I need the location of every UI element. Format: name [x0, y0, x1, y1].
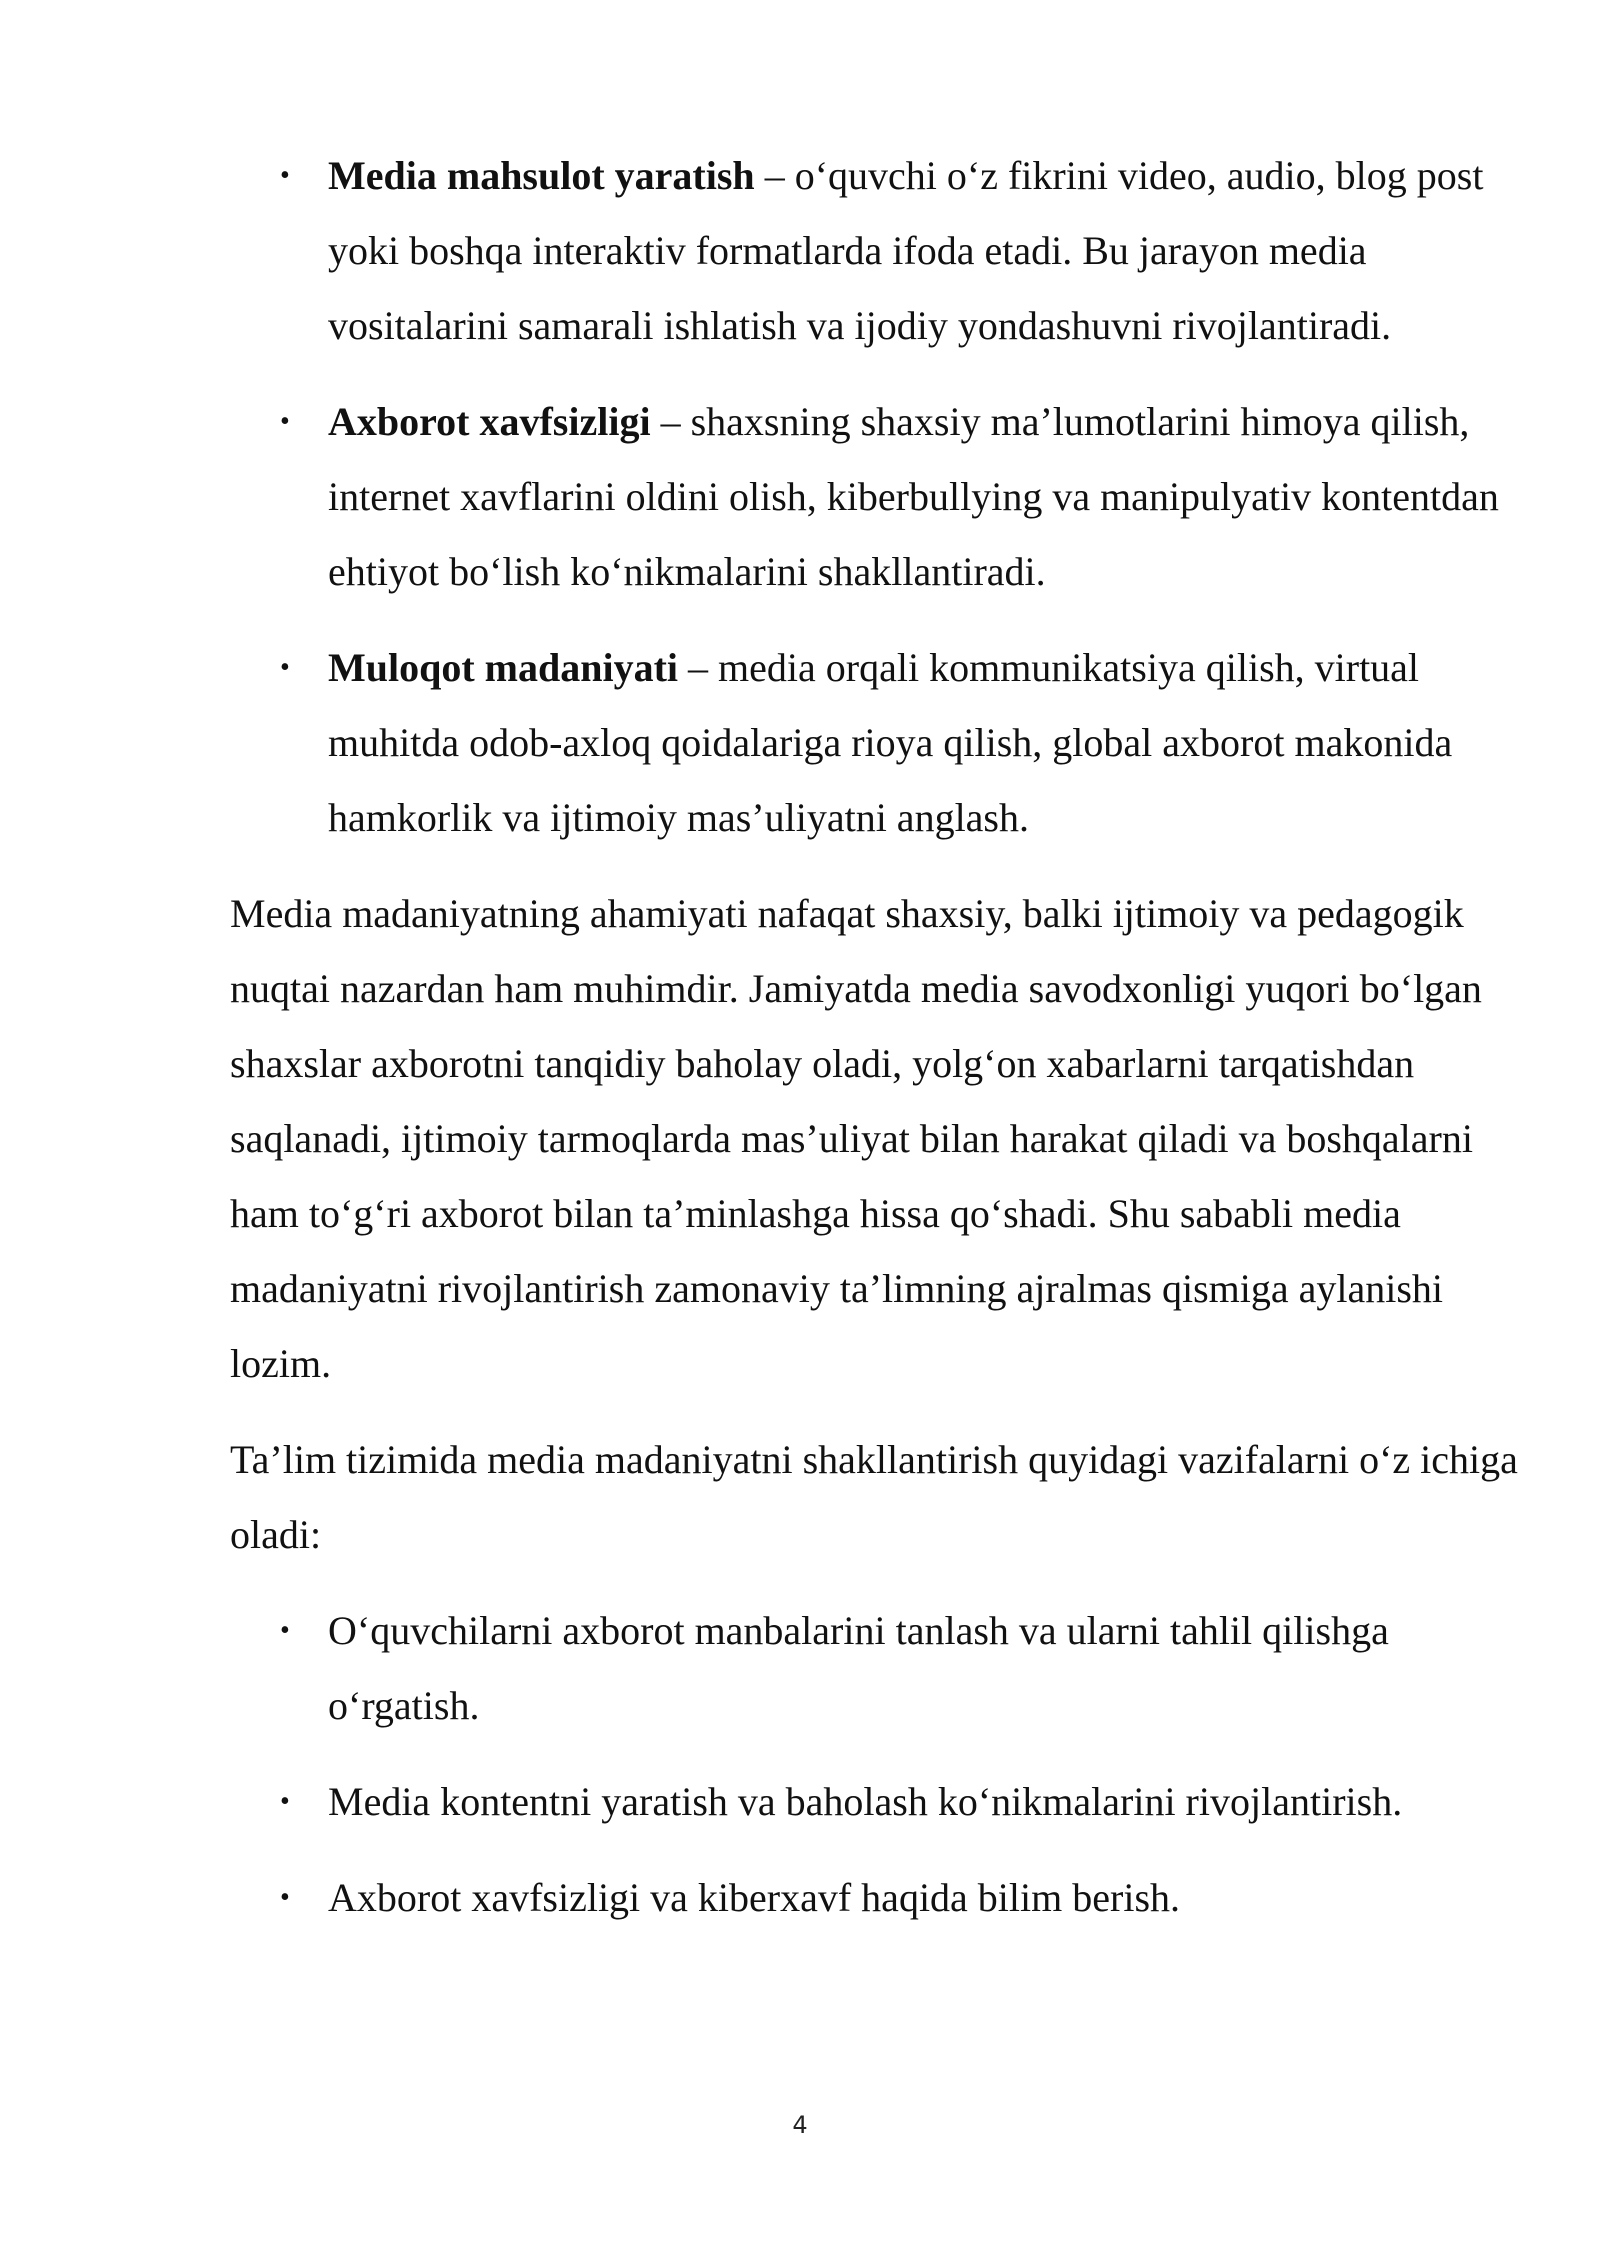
feature-list — [230, 138, 1520, 855]
list-item — [230, 384, 1520, 609]
list-item-text: – media orqali kommunikatsiya qilish, virtual muhitda odob-axloq qoidalariga rioya qilish, global axborot makonida hamkorlik va ijtimoiy mas’uliyatni anglash. — [328, 645, 1453, 840]
list-item — [230, 138, 1520, 363]
body-paragraph: Media madaniyatning ahamiyati nafaqat shaxsiy, balki ijtimoiy va pedagogik nuqtai nazardan ham muhimdir. Jamiyatda media savodxonligi yuqori bo‘lgan shaxslar axborotni tanqidiy baholay oladi, yolg‘on xabarlarni tarqatishdan saqlanadi, ijtimoiy tarmoqlarda mas’uliyat bilan harakat qiladi va boshqalarni ham to‘g‘ri axborot bilan ta’minlashga hissa qo‘shadi. Shu sababli media madaniyatni rivojlantirish zamonaviy ta’limning ajralmas qismiga aylanishi lozim. — [230, 891, 1482, 1386]
list-item-text: – shaxsning shaxsiy ma’lumotlarini himoya qilish, internet xavflarini oldini olish, kiberbullying va manipulyativ kontentdan ehtiyot bo‘lish ko‘nikmalarini shakllantiradi. — [328, 399, 1499, 594]
bullet-icon: • — [280, 652, 290, 683]
task-list — [230, 1593, 1520, 1935]
page-content — [230, 138, 1520, 1956]
bullet-icon: • — [280, 1882, 290, 1913]
list-item-text: Media kontentni yaratish va baholash ko‘nikmalarini rivojlantirish. — [328, 1779, 1403, 1824]
page-number: 4 — [792, 2111, 808, 2139]
list-item — [230, 1764, 1520, 1839]
list-item-term: Muloqot madaniyati — [328, 645, 679, 690]
list-item — [230, 1593, 1520, 1743]
bullet-icon: • — [280, 1786, 290, 1817]
list-item-term: Axborot xavfsizligi — [328, 399, 651, 444]
bullet-icon: • — [280, 160, 290, 191]
body-paragraph: Ta’lim tizimida media madaniyatni shakllantirish quyidagi vazifalarni o‘z ichiga oladi: — [230, 1437, 1518, 1557]
list-item-text: O‘quvchilarni axborot manbalarini tanlash va ularni tahlil qilishga o‘rgatish. — [328, 1608, 1389, 1728]
list-item-text: Axborot xavfsizligi va kiberxavf haqida bilim berish. — [328, 1875, 1181, 1920]
list-item-text: – o‘quvchi o‘z fikrini video, audio, blog post yoki boshqa interaktiv formatlarda ifoda etadi. Bu jarayon media vositalarini samarali ishlatish va ijodiy yondashuvni rivojlantiradi. — [328, 153, 1484, 348]
bullet-icon: • — [280, 406, 290, 437]
list-item — [230, 1860, 1520, 1935]
list-item — [230, 630, 1520, 855]
bullet-icon: • — [280, 1615, 290, 1646]
list-item-term: Media mahsulot yaratish — [328, 153, 755, 198]
